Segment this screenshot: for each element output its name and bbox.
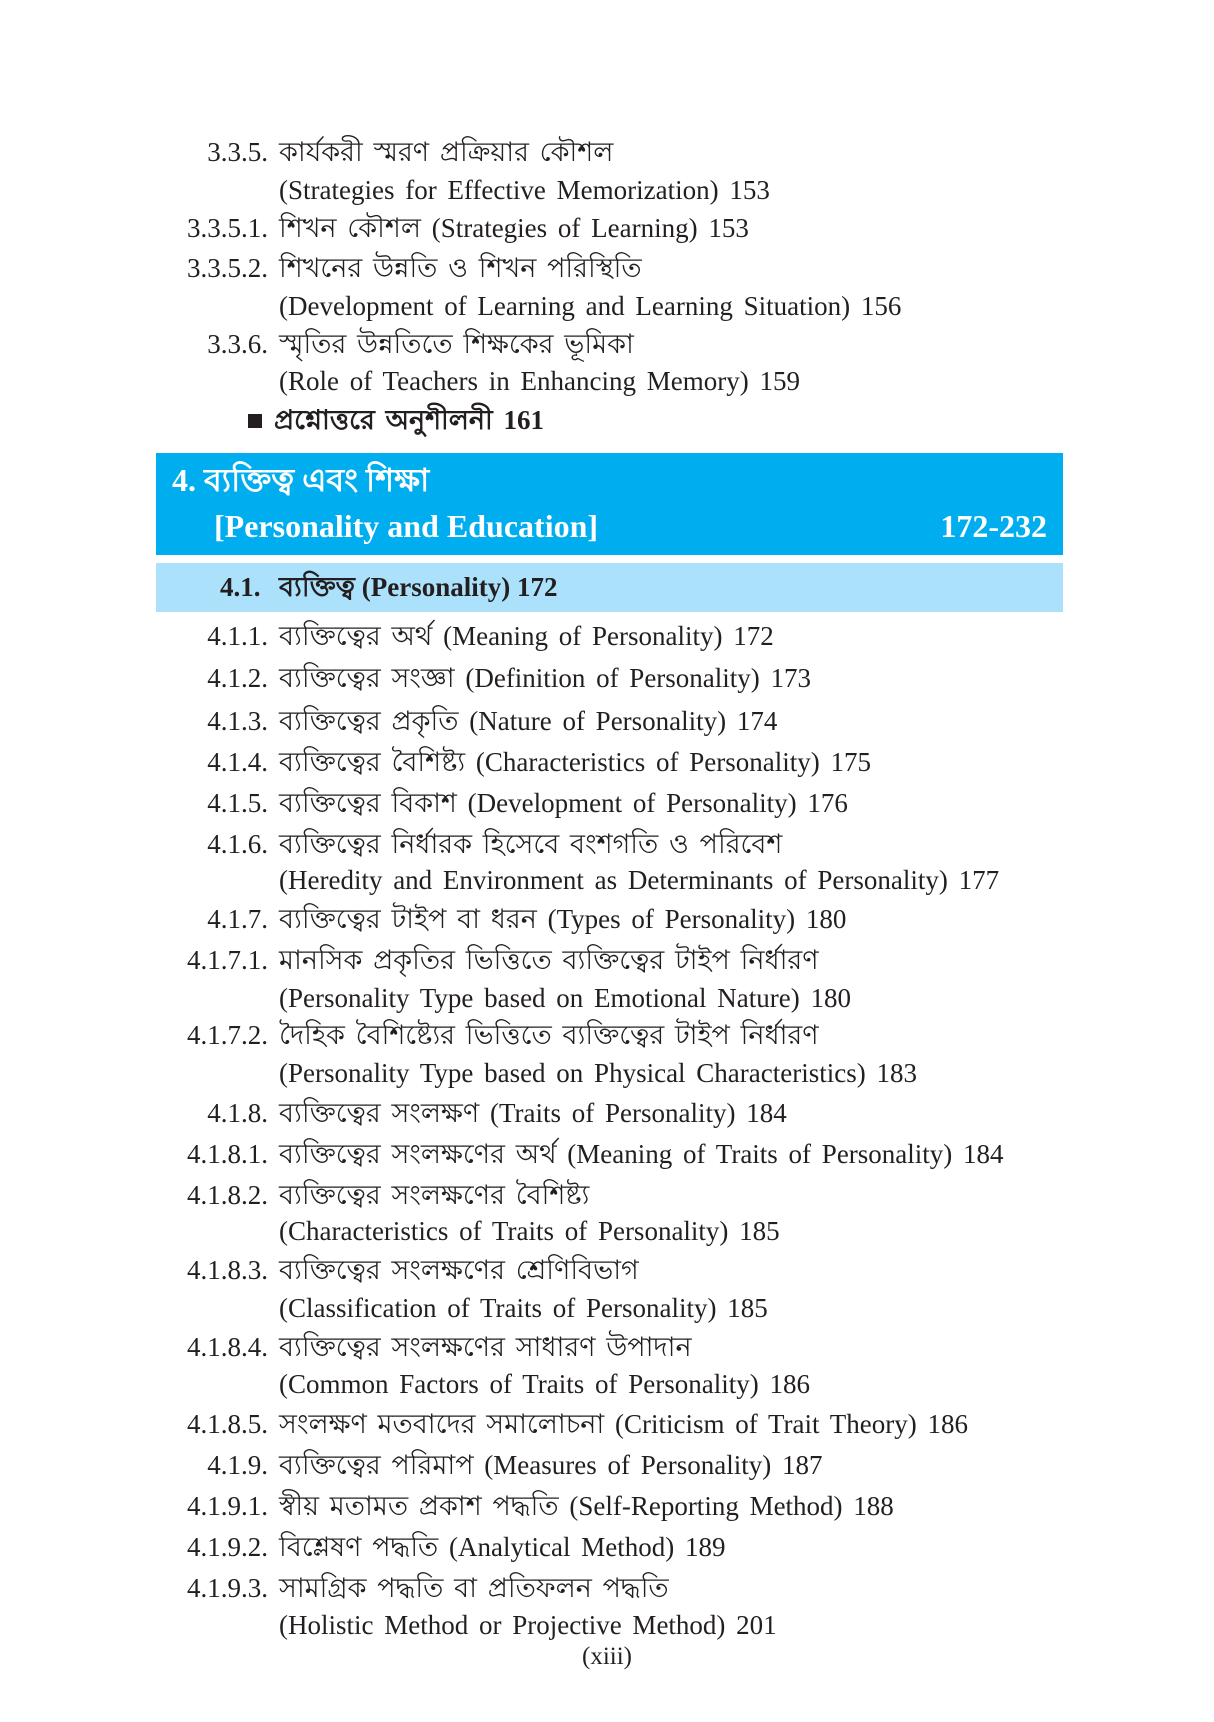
entry-title-english: (Development of Learning and Learning Situation) 156 [279, 291, 902, 321]
entry-number: 4.1.9.2. [187, 1532, 268, 1562]
entry-title-english: (Role of Teachers in Enhancing Memory) 159 [279, 366, 800, 396]
entry-title: শিখনের উন্নতি ও শিখন পরিস্থিতি [279, 253, 642, 283]
entry-number: 4.1.5. [207, 788, 268, 818]
entry-number: 4.1.4. [207, 747, 268, 777]
entry-title-english: (Heredity and Environment as Determinants of Personality) 177 [279, 865, 1000, 895]
chapter-number: 4. [172, 462, 196, 498]
entry-title: স্বীয় মতামত প্রকাশ পদ্ধতি (Self-Reporting Method) 188 [279, 1491, 894, 1521]
entry-number: 4.1.3. [207, 706, 268, 736]
entry-title: ব্যক্তিত্বের সংলক্ষণের সাধারণ উপাদান [279, 1332, 692, 1362]
entry-number: 3.3.5. [207, 137, 268, 167]
entry-number: 4.1.8.3. [187, 1255, 268, 1285]
section-number: 4.1. [220, 572, 261, 602]
entry-title: ব্যক্তিত্বের বৈশিষ্ট্য (Characteristics of Personality) 175 [279, 747, 872, 777]
toc-entry [0, 210, 1214, 246]
chapter-title-bengali [172, 459, 429, 501]
entry-number: 4.1.1. [207, 621, 268, 651]
entry-number: 4.1.7. [207, 904, 268, 934]
entry-number: 4.1.7.1. [187, 945, 268, 975]
entry-number: 4.1.9. [207, 1450, 268, 1480]
entry-number: 4.1.9.3. [187, 1573, 268, 1603]
entry-number: 4.1.9.1. [187, 1491, 268, 1521]
entry-number: 4.1.8. [207, 1098, 268, 1128]
square-bullet-icon [248, 414, 262, 428]
entry-title: স্মৃতির উন্নতিতে শিক্ষকের ভূমিকা [279, 329, 634, 359]
entry-title: ব্যক্তিত্বের প্রকৃতি (Nature of Personality) 174 [279, 706, 778, 736]
page-number: (xiii) [582, 1643, 632, 1670]
section-header [156, 563, 1063, 612]
entry-title: ব্যক্তিত্বের পরিমাপ (Measures of Personality) 187 [279, 1450, 823, 1480]
entry-title: দৈহিক বৈশিষ্ট্যের ভিত্তিতে ব্যক্তিত্বের টাইপ নির্ধারণ [279, 1020, 819, 1050]
entry-title: ব্যক্তিত্বের সংলক্ষণের অর্থ (Meaning of Traits of Personality) 184 [279, 1139, 1004, 1169]
entry-title: ব্যক্তিত্বের অর্থ (Meaning of Personality) 172 [279, 621, 774, 651]
entry-title: সামগ্রিক পদ্ধতি বা প্রতিফলন পদ্ধতি [279, 1573, 669, 1603]
entry-title: ব্যক্তিত্বের নির্ধারক হিসেবে বংশগতি ও পরিবেশ [279, 829, 783, 859]
entry-number: 4.1.8.4. [187, 1332, 268, 1362]
chapter-header [156, 453, 1063, 555]
entry-title-english: (Classification of Traits of Personality) 185 [279, 1293, 768, 1323]
entry-number: 4.1.6. [207, 829, 268, 859]
chapter-title-bn-text: ব্যক্তিত্ব এবং শিক্ষা [204, 462, 430, 498]
entry-title: প্রশ্নোত্তরে অনুশীলনী 161 [274, 405, 544, 435]
exercise-entry [248, 402, 1214, 438]
entry-number: 4.1.8.1. [187, 1139, 268, 1169]
entry-title: সংলক্ষণ মতবাদের সমালোচনা (Criticism of Trait Theory) 186 [279, 1409, 968, 1439]
entry-number: 4.1.8.5. [187, 1409, 268, 1439]
entry-title: ব্যক্তিত্বের সংলক্ষণ (Traits of Personality) 184 [279, 1098, 787, 1128]
chapter-title-english: [Personality and Education] [214, 508, 599, 544]
entry-title-english: (Holistic Method or Projective Method) 201 [279, 1610, 777, 1640]
entry-title: ব্যক্তিত্বের টাইপ বা ধরন (Types of Personality) 180 [279, 904, 847, 934]
entry-title-english: (Strategies for Effective Memorization) 153 [279, 175, 770, 205]
entry-number: 3.3.5.2. [187, 253, 268, 283]
entry-number: 3.3.6. [207, 329, 268, 359]
entry-title-english: (Personality Type based on Physical Characteristics) 183 [279, 1058, 917, 1088]
entry-number: 4.1.8.2. [187, 1180, 268, 1210]
entry-title: মানসিক প্রকৃতির ভিত্তিতে ব্যক্তিত্বের টাইপ নির্ধারণ [279, 945, 819, 975]
section-title: ব্যক্তিত্ব (Personality) 172 [279, 572, 558, 602]
entry-title: শিখন কৌশল (Strategies of Learning) 153 [279, 213, 749, 243]
entry-title-english: (Common Factors of Traits of Personality) 186 [279, 1369, 810, 1399]
entry-number: 4.1.7.2. [187, 1020, 268, 1050]
entry-title: ব্যক্তিত্বের সংজ্ঞা (Definition of Personality) 173 [279, 663, 812, 693]
entry-title: ব্যক্তিত্বের সংলক্ষণের শ্রেণিবিভাগ [279, 1255, 639, 1285]
entry-number: 3.3.5.1. [187, 213, 268, 243]
chapter-pages: 172-232 [940, 508, 1047, 544]
entry-title: ব্যক্তিত্বের সংলক্ষণের বৈশিষ্ট্য [279, 1180, 590, 1210]
entry-title-english: (Characteristics of Traits of Personality) 185 [279, 1216, 780, 1246]
entry-title-english: (Personality Type based on Emotional Nature) 180 [279, 983, 851, 1013]
entry-title: কার্যকরী স্মরণ প্রক্রিয়ার কৌশল [279, 137, 614, 167]
entry-title: ব্যক্তিত্বের বিকাশ (Development of Personality) 176 [279, 788, 848, 818]
entry-number: 4.1.2. [207, 663, 268, 693]
entry-title: বিশ্লেষণ পদ্ধতি (Analytical Method) 189 [279, 1532, 726, 1562]
